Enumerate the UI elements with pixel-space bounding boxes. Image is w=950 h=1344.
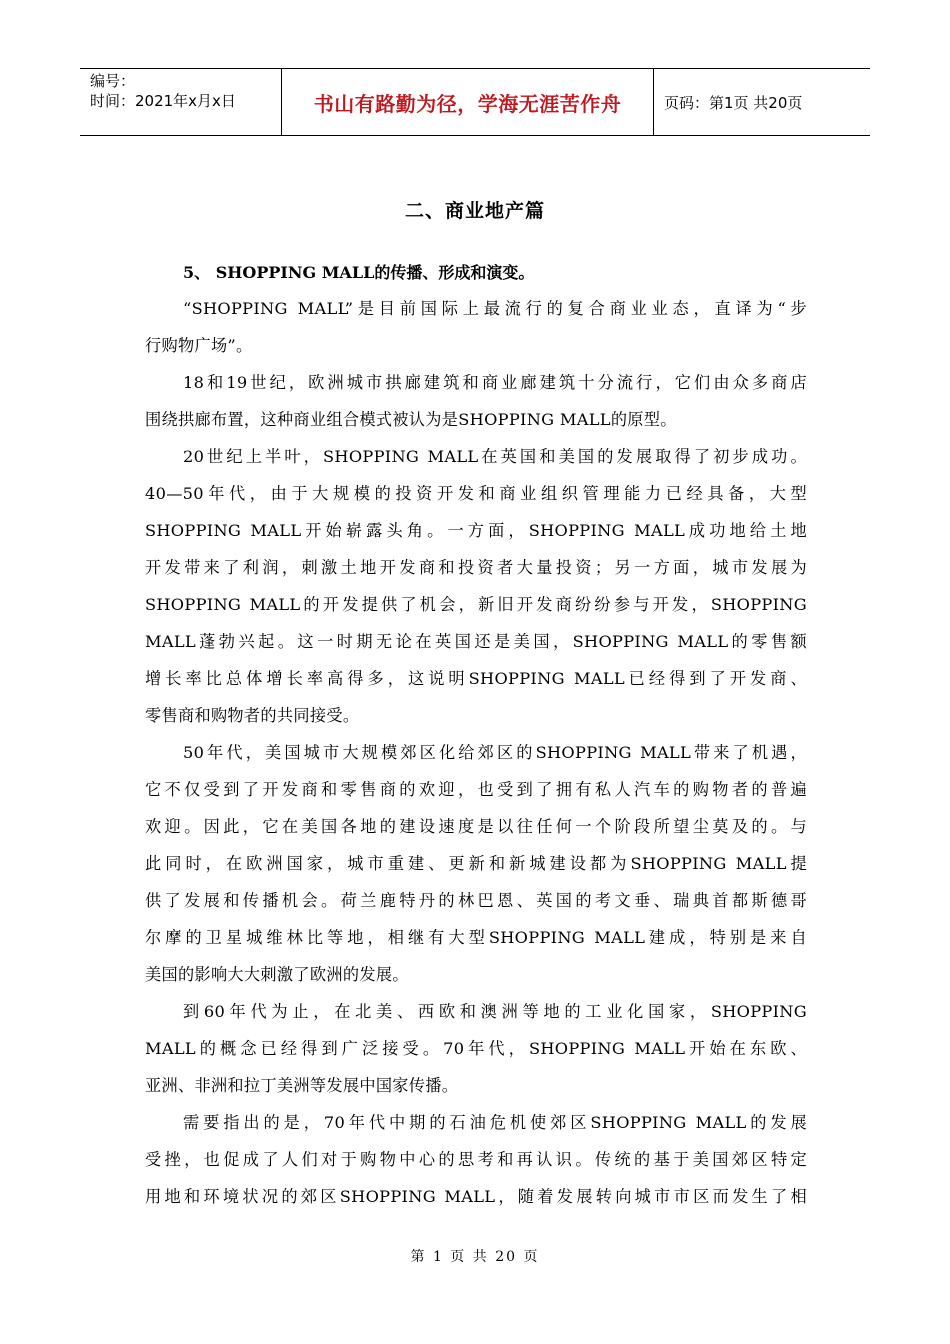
body-line: SHOPPING MALL的开发提供了机会，新旧开发商纷纷参与开发，SHOPPING [145,595,807,614]
body-line: 20世纪上半叶，SHOPPING MALL在英国和美国的发展取得了初步成功。 [183,447,807,466]
body-line: 围绕拱廊布置，这种商业组合模式被认为是SHOPPING MALL的原型。 [145,410,677,429]
body-line: 50年代，美国城市大规模郊区化给郊区的SHOPPING MALL带来了机遇， [183,743,807,762]
header-page-number: 页码：第1页 共20页 [664,93,803,112]
body-line: “SHOPPING MALL”是目前国际上最流行的复合商业业态，直译为“步 [183,299,807,318]
body-line: 需要指出的是，70年代中期的石油危机使郊区SHOPPING MALL的发展 [183,1113,807,1132]
body-line: 美国的影响大大刺激了欧洲的发展。 [145,965,409,984]
body-line: 18和19世纪，欧洲城市拱廊建筑和商业廊建筑十分流行，它们由众多商店 [183,373,807,392]
body-line: 40—50年代，由于大规模的投资开发和商业组织管理能力已经具备，大型 [145,484,807,503]
body-line: 用地和环境状况的郊区SHOPPING MALL，随着发展转向城市市区而发生了相 [145,1187,807,1206]
body-line: 欢迎。因此，它在美国各地的建设速度是以往任何一个阶段所望尘莫及的。与 [145,817,807,836]
document-date-label: 时间：2021年x月x日 [90,92,236,110]
body-line: 此同时，在欧洲国家，城市重建、更新和新城建设都为SHOPPING MALL提 [145,854,807,873]
header-motto: 书山有路勤为径，学海无涯苦作舟 [282,69,654,135]
page-footer: 第 1 页 共 20 页 [410,1249,540,1265]
body-line: 增长率比总体增长率高得多，这说明SHOPPING MALL已经得到了开发商、 [145,669,807,688]
section-heading: 5、 SHOPPING MALL的传播、形成和演变。 [183,263,535,282]
body-line: 到60年代为止，在北美、西欧和澳洲等地的工业化国家，SHOPPING [183,1002,807,1021]
body-line: 行购物广场”。 [145,336,253,355]
body-line: 供了发展和传播机会。荷兰鹿特丹的林巴恩、英国的考文垂、瑞典首都斯德哥 [145,891,807,910]
body-line: 开发带来了利润，刺激土地开发商和投资者大量投资；另一方面，城市发展为 [145,558,807,577]
document-number-label: 编号： [90,72,136,90]
body-line: MALL的概念已经得到广泛接受。70年代，SHOPPING MALL开始在东欧、 [145,1039,807,1058]
header-meta [80,69,282,135]
body-line: 受挫，也促成了人们对于购物中心的思考和再认识。传统的基于美国郊区特定 [145,1150,807,1169]
body-line: SHOPPING MALL开始崭露头角。一方面，SHOPPING MALL成功地给土地 [145,521,807,540]
body-line: 零售商和购物者的共同接受。 [145,706,360,725]
body-line: 尔摩的卫星城维林比等地，相继有大型SHOPPING MALL建成，特别是来自 [145,928,807,947]
chapter-title: 二、商业地产篇 [404,200,545,222]
page-header [80,68,870,136]
body-line: MALL蓬勃兴起。这一时期无论在英国还是美国，SHOPPING MALL的零售额 [145,632,807,651]
body-line: 亚洲、非洲和拉丁美洲等发展中国家传播。 [145,1076,459,1095]
body-line: 它不仅受到了开发商和零售商的欢迎，也受到了拥有私人汽车的购物者的普遍 [145,780,807,799]
